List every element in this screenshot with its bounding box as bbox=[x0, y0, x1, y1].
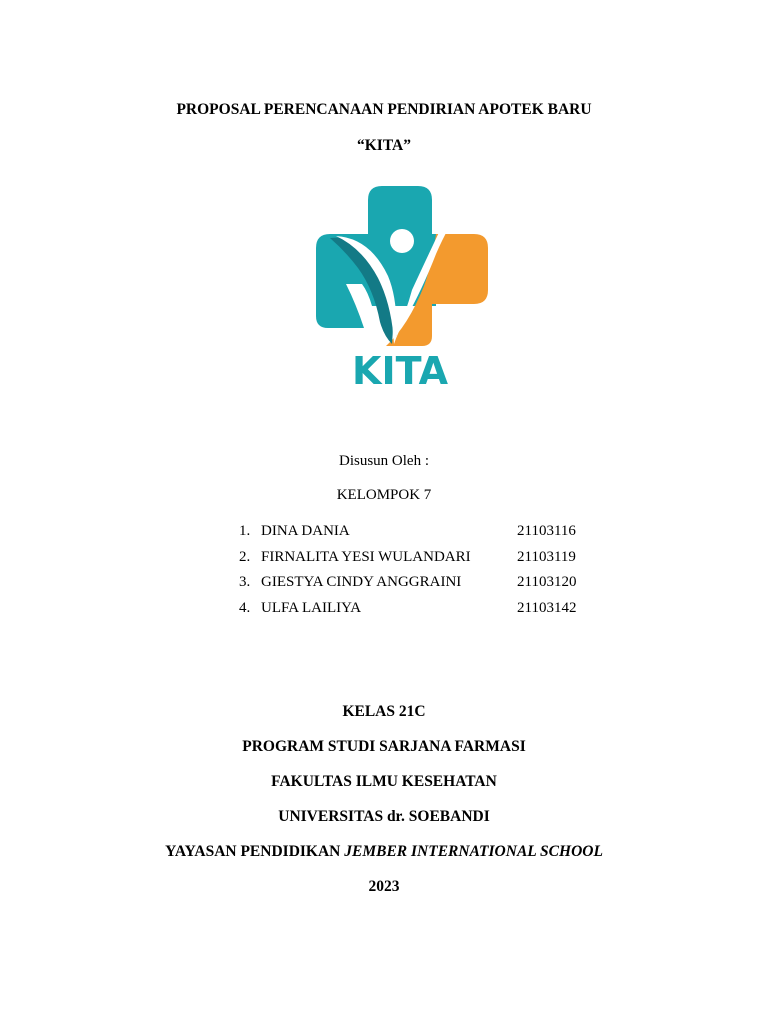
member-name: DINA DANIA bbox=[261, 523, 350, 539]
faculty-name: FAKULTAS ILMU KESEHATAN bbox=[271, 773, 497, 790]
member-number: 3. bbox=[239, 574, 251, 590]
foundation-line bbox=[0, 843, 768, 861]
document-subtitle: “KITA” bbox=[357, 137, 411, 154]
member-row bbox=[239, 573, 599, 599]
university-name: UNIVERSITAS dr. SOEBANDI bbox=[278, 808, 490, 825]
member-nim: 21103119 bbox=[517, 548, 576, 565]
member-number: 1. bbox=[239, 523, 251, 539]
member-nim: 21103142 bbox=[517, 599, 577, 616]
group-name: KELOMPOK 7 bbox=[336, 487, 432, 503]
member-row bbox=[239, 522, 599, 548]
foundation-name: JEMBER INTERNATIONAL SCHOOL bbox=[344, 843, 603, 860]
prepared-by-label: Disusun Oleh : bbox=[339, 453, 429, 469]
member-name: ULFA LAILIYA bbox=[261, 599, 362, 616]
member-name: GIESTYA CINDY ANGGRAINI bbox=[261, 574, 462, 590]
cross-with-person-icon bbox=[316, 186, 488, 392]
member-nim: 21103120 bbox=[517, 574, 577, 590]
member-list bbox=[239, 522, 599, 624]
document-title: PROPOSAL PERENCANAAN PENDIRIAN APOTEK BARU bbox=[176, 101, 592, 118]
member-name: FIRNALITA YESI WULANDARI bbox=[261, 548, 471, 565]
kita-logo bbox=[316, 186, 488, 392]
logo-text: KITA bbox=[352, 349, 448, 392]
member-number: 4. bbox=[239, 599, 251, 616]
member-row bbox=[239, 599, 599, 625]
year: 2023 bbox=[368, 878, 400, 895]
foundation-prefix: YAYASAN PENDIDIKAN bbox=[165, 843, 341, 860]
study-program: PROGRAM STUDI SARJANA FARMASI bbox=[242, 738, 526, 755]
cross-teal-left-bottom bbox=[316, 284, 364, 328]
person-head bbox=[390, 229, 414, 253]
member-row bbox=[239, 548, 599, 574]
member-nim: 21103116 bbox=[517, 523, 576, 539]
class-name: KELAS 21C bbox=[342, 703, 426, 720]
member-number: 2. bbox=[239, 548, 251, 565]
